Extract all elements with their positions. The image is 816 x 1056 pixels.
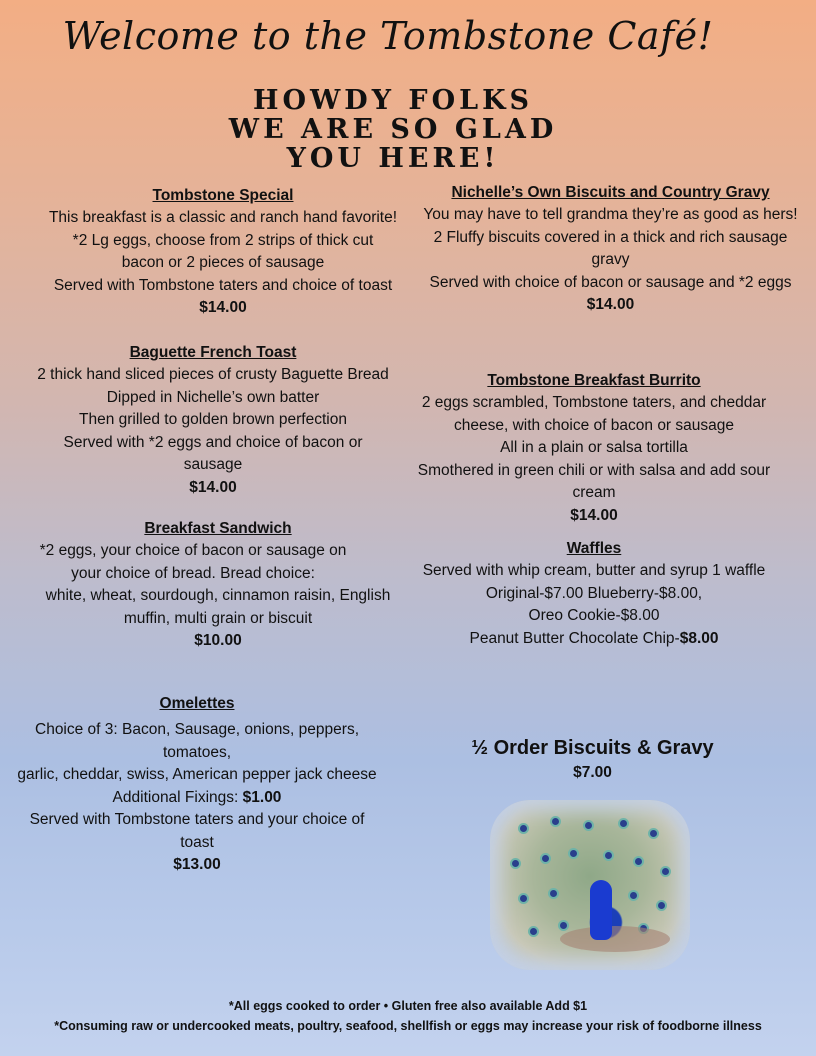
menu-item-breakfast-burrito <box>396 370 792 527</box>
menu-item-waffles <box>396 538 792 650</box>
item-name: ½ Order Biscuits & Gravy <box>471 737 714 759</box>
item-desc: Original-$7.00 Blueberry-$8.00, <box>485 584 703 602</box>
item-desc: garlic, cheddar, swiss, American pepper jack cheese <box>17 766 377 783</box>
footer-note-2: *Consuming raw or undercooked meats, poultry, seafood, shellfish or eggs may increase your risk of foodborne illness <box>54 1019 762 1033</box>
menu-item-half-order <box>440 734 745 784</box>
item-desc: white, wheat, sourdough, cinnamon raisin, English muffin, multi grain or biscuit <box>45 587 391 627</box>
item-desc: 2 Fluffy biscuits covered in a thick and rich sausage gravy <box>433 228 788 268</box>
item-desc: *2 Lg eggs, choose from 2 strips of thick cut <box>72 231 374 249</box>
footer-note-1: *All eggs cooked to order • Gluten free also available Add $1 <box>228 999 588 1013</box>
menu-item-breakfast-sandwich <box>26 518 410 653</box>
item-desc: Smothered in green chili or with salsa and add sour cream <box>417 461 771 501</box>
item-desc: Then grilled to golden brown perfection <box>79 411 347 428</box>
item-desc: Oreo Cookie-$8.00 <box>528 607 660 624</box>
greeting-line-1: HOWDY FOLKS <box>252 85 534 116</box>
peacock-image <box>490 800 690 970</box>
item-desc: Served with choice of bacon or sausage and *2 eggs <box>429 273 792 291</box>
item-desc: bacon or 2 pieces of sausage <box>121 254 325 271</box>
item-desc: Served with Tombstone taters and your choice of toast <box>29 811 365 851</box>
item-desc: Choice of 3: Bacon, Sausage, onions, peppers, tomatoes, <box>35 721 359 761</box>
item-desc: Served with whip cream, butter and syrup 1 waffle <box>422 562 766 579</box>
item-desc: *2 eggs, your choice of bacon or sausage on your choice of bread. Bread choice: <box>39 542 347 582</box>
item-name: Nichelle’s Own Biscuits and Country Gravy <box>451 184 770 201</box>
menu-item-french-toast <box>16 342 410 499</box>
peacock-body <box>590 880 612 940</box>
waffle-price: $8.00 <box>679 629 719 647</box>
item-name: Tombstone Special <box>152 187 294 204</box>
greeting-line-3: YOU HERE! <box>286 143 500 174</box>
item-desc: All in a plain or salsa tortilla <box>500 439 688 456</box>
item-desc: Peanut Butter Chocolate Chip-$8.00 <box>469 629 719 647</box>
item-name: Baguette French Toast <box>129 344 297 361</box>
item-price: $14.00 <box>199 299 247 316</box>
item-desc: You may have to tell grandma they’re as good as hers! <box>423 206 798 223</box>
item-desc: 2 thick hand sliced pieces of crusty Baguette Bread <box>37 366 389 383</box>
item-name: Omelettes <box>159 695 235 712</box>
item-desc: Dipped in Nichelle’s own batter <box>106 388 320 406</box>
menu-item-biscuits-gravy <box>418 182 803 317</box>
item-desc: Served with *2 eggs and choice of bacon or sausage <box>63 433 363 473</box>
item-desc: Served with Tombstone taters and choice of toast <box>53 276 393 294</box>
item-price: $14.00 <box>570 506 618 524</box>
item-name: Tombstone Breakfast Burrito <box>487 372 701 389</box>
item-price: $14.00 <box>586 296 635 313</box>
menu-item-omelettes <box>16 693 378 877</box>
greeting <box>0 86 801 173</box>
item-desc: This breakfast is a classic and ranch hand favorite! <box>48 209 398 226</box>
greeting-line-2: WE ARE SO GLAD <box>228 114 558 145</box>
item-desc: 2 eggs scrambled, Tombstone taters, and cheddar cheese, with choice of bacon or sausage <box>421 394 767 434</box>
item-price: $14.00 <box>189 478 237 496</box>
item-name: Breakfast Sandwich <box>144 520 292 537</box>
fixings-price: $1.00 <box>242 788 282 806</box>
item-name: Waffles <box>566 540 622 557</box>
menu-item-tombstone-special <box>16 185 430 320</box>
page-title: Welcome to the Tombstone Café! <box>62 14 714 58</box>
item-price: $7.00 <box>573 764 612 781</box>
item-price: $13.00 <box>173 856 221 873</box>
item-fixings: Additional Fixings: $1.00 <box>112 788 282 806</box>
item-price: $10.00 <box>194 632 242 649</box>
